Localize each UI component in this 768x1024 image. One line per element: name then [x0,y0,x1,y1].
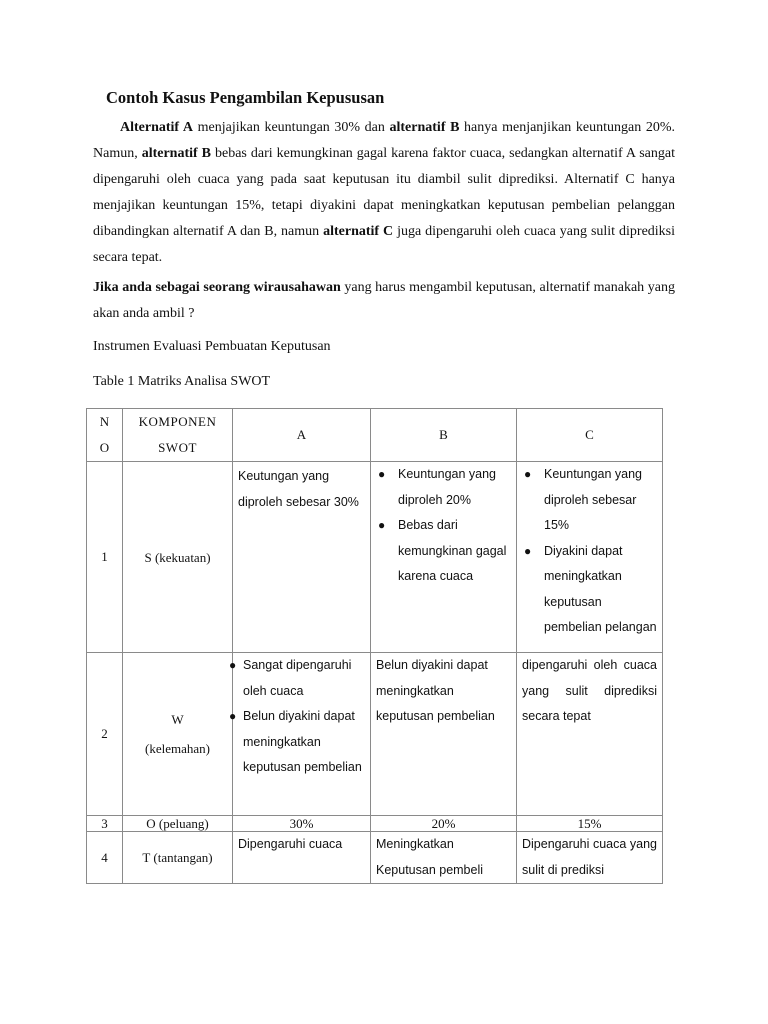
cell-w-c: dipengaruhi oleh cuaca yang sulit diprediksi secara tepat [517,653,663,816]
row-no: 1 [87,462,123,653]
case-paragraph: Alternatif A menjajikan keuntungan 30% dan alternatif B hanya menjanjikan keuntungan 20%. Namun, alternatif B bebas dari kemungkinan gagal karena faktor cuaca, sedangkan alternatif A sangat dipengaruhi oleh cuaca yang pada saat keputusan itu diambil sulit diprediksi. Alternatif C hanya menjajikan keuntungan 15%, tetapi diyakini dapat meningkatkan keputusan pembelian pelanggan dibandingkan alternatif A dan B, namun alternatif C juga dipengaruhi oleh cuaca yang sulit diprediksi secara tepat. [93,120,676,265]
row-no: 4 [87,832,123,884]
cell-t-a: Dipengaruhi cuaca [233,832,371,884]
table-row [87,832,663,884]
question-paragraph: Jika anda sebagai seorang wirausahawan yang harus mengambil keputusan, alternatif manakah yang akan anda ambil ? [93,280,675,321]
list-item: ● Belun diyakini dapat meningkatkan keputusan pembelian [233,704,365,781]
alt-a-bold: Alternatif A [120,120,194,135]
header-b: B [371,409,517,462]
bullet-icon: ● [378,518,386,532]
table-header-row [87,409,663,462]
row-no: 3 [87,816,123,832]
header-komponen: KOMPONEN SWOT [123,409,233,462]
cell-o-b: 20% [371,816,517,832]
list-item: ● Keuntungan yang diproleh 20% [376,462,511,513]
alt-b-bold-2: alternatif B [141,146,212,161]
bullet-icon: ● [524,467,532,481]
question-bold: Jika anda sebagai seorang wirausahawan [93,280,341,295]
row-komponen: S (kekuatan) [123,462,233,653]
list-item: ● Bebas dari kemungkinan gagal karena cuaca [376,513,511,590]
cell-w-b: Belun diyakini dapat meningkatkan keputusan pembelian [371,653,517,816]
list-item: ● Sangat dipengaruhi oleh cuaca [233,653,365,704]
cell-s-c [517,462,663,653]
cell-o-c: 15% [517,816,663,832]
bullet-icon: ● [524,543,532,558]
cell-s-a: Keutungan yang diproleh sebesar 30% [233,462,371,653]
header-a: A [233,409,371,462]
cell-t-b: Meningkatkan Keputusan pembeli [371,832,517,884]
row-komponen: W (kelemahan) [123,653,233,816]
bullet-icon: ● [378,467,386,481]
header-c: C [517,409,663,462]
instrument-label: Instrumen Evaluasi Pembuatan Keputusan [93,339,331,354]
row-no: 2 [87,653,123,816]
document-title: Contoh Kasus Pengambilan Kepususan [106,88,385,107]
table-caption: Table 1 Matriks Analisa SWOT [93,374,271,389]
header-no: N O [87,409,123,462]
cell-t-c: Dipengaruhi cuaca yang sulit di prediksi [517,832,663,884]
bullet-icon: ● [229,658,237,672]
cell-s-b [371,462,517,653]
row-komponen: T (tantangan) [123,832,233,884]
cell-o-a: 30% [233,816,371,832]
table-row [87,653,663,816]
cell-w-a [229,653,371,816]
swot-table [86,408,663,884]
alt-b-bold: alternatif B [389,120,460,135]
table-row [87,816,663,832]
table-row [87,462,663,653]
alt-c-bold: alternatif C [323,224,394,239]
list-item: ● Diyakini dapat meningkatkan keputusan pembelian pelangan [522,539,657,641]
list-item: ● Keuntungan yang diproleh sebesar 15% [522,462,657,539]
bullet-icon: ● [229,709,237,723]
row-komponen: O (peluang) [123,816,233,832]
